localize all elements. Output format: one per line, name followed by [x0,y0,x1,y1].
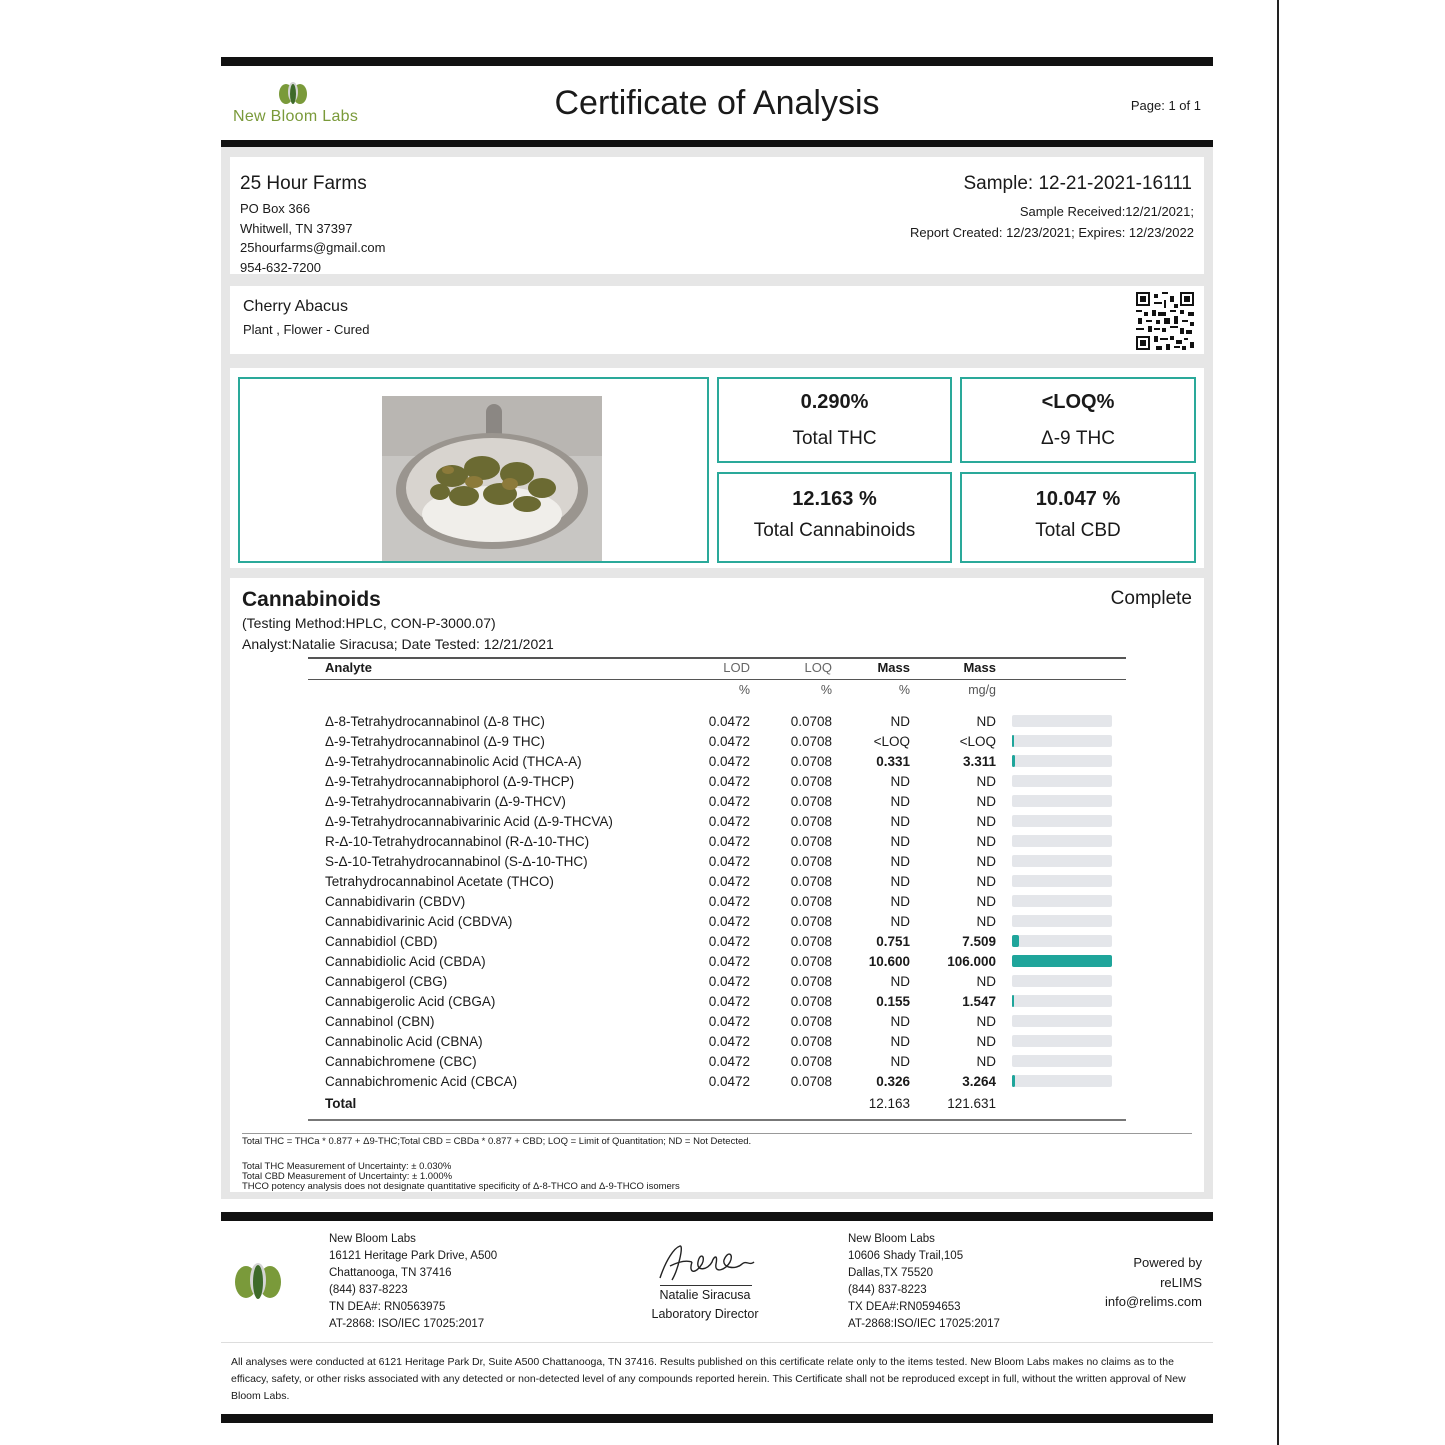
powered-email[interactable]: info@relims.com [1105,1294,1202,1309]
lab2-contact [848,1231,1000,1333]
notes-rule [242,1133,1192,1134]
row-mass-mgg: ND [976,873,996,889]
d9-thc-card [960,377,1196,463]
row-mass-mgg: ND [976,893,996,909]
row-mass-mgg: 7.509 [962,933,996,949]
sample-dates [910,201,1194,243]
page-number: Page: 1 of 1 [1130,98,1201,113]
row-loq: 0.0708 [790,893,832,909]
row-mass-mgg: ND [976,833,996,849]
level-bar [1012,795,1112,807]
top-rule [221,57,1213,66]
row-lod: 0.0472 [708,1033,750,1049]
level-bar [1012,915,1112,927]
row-mass-pct: ND [890,1013,910,1029]
row-mass-mgg: 1.547 [962,993,996,1009]
sample-photo-frame [238,377,709,563]
level-bar [1012,1015,1112,1027]
total-thc-label: Total THC [792,428,877,449]
row-mass-pct: ND [890,793,910,809]
level-bar [1012,995,1112,1007]
thc-uncertainty-note: Total THC Measurement of Uncertainty: ± 0.030% [242,1161,452,1172]
summary-section [230,368,1204,568]
table-row [308,931,1126,951]
table-row [308,731,1126,751]
units-row [308,680,1126,704]
row-mass-mgg: ND [976,1053,996,1069]
row-analyte: Tetrahydrocannabinol Acetate (THCO) [325,873,554,889]
results-table [308,658,1126,1115]
row-lod: 0.0472 [708,893,750,909]
testing-method: (Testing Method:HPLC, CON-P-3000.07) [242,615,496,631]
total-cannabinoids-value: 12.163 % [792,488,877,510]
row-mass-pct: 0.155 [876,993,910,1009]
total-thc-card [717,377,952,463]
d9-thc-label: Δ-9 THC [1041,428,1115,449]
row-mass-mgg: 3.264 [962,1073,996,1089]
row-lod: 0.0472 [708,793,750,809]
row-analyte: Δ-9-Tetrahydrocannabivarin (Δ-9-THCV) [325,793,566,809]
lab2-line: AT-2868:ISO/IEC 17025:2017 [848,1318,1000,1330]
row-analyte: Cannabidivarin (CBDV) [325,893,466,909]
row-analyte: Cannabidivarinic Acid (CBDVA) [325,913,513,929]
row-analyte: Cannabidiol (CBD) [325,933,438,949]
row-loq: 0.0708 [790,713,832,729]
level-bar [1012,875,1112,887]
row-lod: 0.0472 [708,813,750,829]
product-name: Cherry Abacus [243,298,348,315]
row-analyte: Cannabigerolic Acid (CBGA) [325,993,496,1009]
row-lod: 0.0472 [708,1073,750,1089]
col-lod: LOD [723,660,750,675]
row-mass-pct: ND [890,773,910,789]
row-loq: 0.0708 [790,813,832,829]
table-row [308,811,1126,831]
table-row [308,831,1126,851]
row-lod: 0.0472 [708,913,750,929]
level-bar-fill [1012,995,1014,1007]
row-analyte: Δ-9-Tetrahydrocannabiphorol (Δ-9-THCP) [325,773,575,789]
table-bottom-rule [308,1119,1126,1121]
client-name: 25 Hour Farms [240,173,367,194]
row-lod: 0.0472 [708,1013,750,1029]
signer-block [640,1286,770,1324]
row-loq: 0.0708 [790,793,832,809]
product-info [230,286,1204,354]
total-cbd-label: Total CBD [1035,520,1121,541]
row-mass-mgg: ND [976,713,996,729]
cbd-uncertainty-note: Total CBD Measurement of Uncertainty: ± 1.000% [242,1171,453,1182]
row-loq: 0.0708 [790,853,832,869]
sample-id: Sample: 12-21-2021-16111 [963,173,1192,194]
bottom-rule [221,1414,1213,1423]
row-mass-pct: ND [890,873,910,889]
row-mass-mgg: ND [976,1033,996,1049]
powered-by [1105,1253,1202,1312]
row-mass-mgg: ND [976,853,996,869]
lab1-line: AT-2868: ISO/IEC 17025:2017 [329,1318,485,1330]
row-loq: 0.0708 [790,913,832,929]
row-mass-pct: ND [890,813,910,829]
lab2-line: 10606 Shady Trail,105 [848,1250,964,1262]
row-mass-pct: ND [890,913,910,929]
client-info [230,157,1204,274]
row-mass-pct: ND [890,833,910,849]
table-row [308,1011,1126,1031]
row-lod: 0.0472 [708,953,750,969]
lab1-contact [329,1231,497,1333]
qr-code-icon[interactable] [1136,292,1194,350]
total-row [308,1091,1126,1115]
table-row [308,911,1126,931]
level-bar [1012,895,1112,907]
unit-loq: % [820,683,832,697]
row-analyte: Cannabidiolic Acid (CBDA) [325,953,486,969]
row-mass-mgg: ND [976,913,996,929]
signer-title: Laboratory Director [651,1307,759,1321]
row-mass-mgg: <LOQ [959,733,996,749]
table-row [308,851,1126,871]
row-lod: 0.0472 [708,993,750,1009]
row-mass-pct: ND [890,1033,910,1049]
row-analyte: Cannabichromenic Acid (CBCA) [325,1073,518,1089]
row-mass-pct: ND [890,1053,910,1069]
formula-note: Total THC = THCa * 0.877 + Δ9-THC;Total CBD = CBDa * 0.877 + CBD; LOQ = Limit of Quantitation; ND = Not Detected. [242,1136,752,1147]
signature-image [652,1240,762,1288]
total-cbd-value: 10.047 % [1035,488,1121,510]
row-loq: 0.0708 [790,733,832,749]
col-analyte: Analyte [325,660,372,675]
lab2-line: New Bloom Labs [848,1233,935,1245]
row-mass-mgg: ND [976,773,996,789]
row-loq: 0.0708 [790,1033,832,1049]
unit-mass-pct: % [898,683,910,697]
row-lod: 0.0472 [708,873,750,889]
lab1-line: Chattanooga, TN 37416 [329,1267,452,1279]
row-analyte: Cannabichromene (CBC) [325,1053,477,1069]
total-cannabinoids-card [717,472,952,563]
table-row [308,1051,1126,1071]
level-bar [1012,1055,1112,1067]
table-header-row [308,658,1126,680]
section-title: Cannabinoids [242,588,381,611]
row-lod: 0.0472 [708,933,750,949]
row-lod: 0.0472 [708,853,750,869]
lab2-line: (844) 837-8223 [848,1284,927,1296]
powered-vendor: reLIMS [1160,1274,1202,1290]
table-row [308,1071,1126,1091]
header [221,66,1213,140]
row-loq: 0.0708 [790,833,832,849]
row-analyte: Cannabinolic Acid (CBNA) [325,1033,483,1049]
product-type: Plant , Flower - Cured [243,322,370,337]
row-lod: 0.0472 [708,973,750,989]
powered-label: Powered by [1133,1255,1202,1270]
level-bar-fill [1012,1075,1015,1087]
d9-thc-value: <LOQ% [1041,391,1115,413]
row-mass-pct: 10.600 [868,953,910,969]
row-mass-pct: ND [890,973,910,989]
row-mass-pct: <LOQ [873,733,910,749]
document-title: Certificate of Analysis [554,84,880,122]
level-bar [1012,835,1112,847]
row-loq: 0.0708 [790,953,832,969]
total-mass-pct: 12.163 [868,1095,910,1111]
row-mass-pct: 0.331 [876,753,910,769]
table-row [308,711,1126,731]
cannabinoids-section [230,578,1204,1192]
row-mass-mgg: 3.311 [962,753,996,769]
row-analyte: R-Δ-10-Tetrahydrocannabinol (R-Δ-10-THC) [325,833,590,849]
row-loq: 0.0708 [790,993,832,1009]
row-analyte: Cannabigerol (CBG) [325,973,448,989]
total-label: Total [325,1095,357,1111]
table-row [308,991,1126,1011]
level-bar [1012,755,1112,767]
disclaimer-divider [221,1342,1213,1343]
signer-name: Natalie Siracusa [659,1288,751,1302]
table-row [308,771,1126,791]
thco-note: THCO potency analysis does not designate quantitative specificity of Δ-8-THCO and Δ-9-THCO isomers [242,1181,680,1192]
level-bar-fill [1012,735,1014,747]
row-lod: 0.0472 [708,773,750,789]
row-lod: 0.0472 [708,733,750,749]
row-mass-pct: 0.326 [876,1073,910,1089]
lab1-line: TN DEA#: RN0563975 [329,1301,446,1313]
row-analyte: Δ-9-Tetrahydrocannabivarinic Acid (Δ-9-THCVA) [325,813,613,829]
level-bar [1012,975,1112,987]
lab1-line: New Bloom Labs [329,1233,416,1245]
row-loq: 0.0708 [790,973,832,989]
unit-mass-mgg: mg/g [968,683,996,697]
total-thc-value: 0.290% [800,391,869,413]
col-mass-mgg: Mass [963,660,996,675]
row-mass-mgg: ND [976,793,996,809]
total-cannabinoids-label: Total Cannabinoids [753,520,916,541]
table-row [308,951,1126,971]
level-bar [1012,1075,1112,1087]
level-bar [1012,815,1112,827]
level-bar [1012,735,1112,747]
footer-rule [221,1212,1213,1221]
col-mass-pct: Mass [877,660,910,675]
row-loq: 0.0708 [790,1013,832,1029]
lab2-line: Dallas,TX 75520 [848,1267,934,1279]
row-analyte: Δ-9-Tetrahydrocannabinol (Δ-9 THC) [325,733,545,749]
row-mass-pct: 0.751 [876,933,910,949]
row-lod: 0.0472 [708,1053,750,1069]
lab2-line: TX DEA#:RN0594653 [848,1301,961,1313]
row-loq: 0.0708 [790,873,832,889]
table-row [308,971,1126,991]
row-loq: 0.0708 [790,933,832,949]
row-analyte: Δ-8-Tetrahydrocannabinol (Δ-8 THC) [325,713,545,729]
page-edge-line [1277,0,1279,1445]
sample-received: Sample Received:12/21/2021; [1019,204,1194,219]
analyst-info: Analyst:Natalie Siracusa; Date Tested: 12/21/2021 [242,636,554,652]
status-text: Complete [1110,588,1192,609]
address-line: PO Box 366 [240,201,311,216]
table-row [308,791,1126,811]
row-loq: 0.0708 [790,773,832,789]
level-bar [1012,935,1112,947]
lab-logo-text: New Bloom Labs [233,108,359,125]
row-analyte: Δ-9-Tetrahydrocannabinolic Acid (THCA-A) [325,753,582,769]
table-row [308,891,1126,911]
level-bar-fill [1012,935,1019,947]
col-loq: LOQ [804,660,832,675]
client-address [240,199,385,277]
level-bar [1012,1035,1112,1047]
row-lod: 0.0472 [708,753,750,769]
row-mass-pct: ND [890,713,910,729]
level-bar [1012,955,1112,967]
sample-photo [382,396,602,561]
row-loq: 0.0708 [790,1073,832,1089]
level-bar [1012,715,1112,727]
level-bar-fill [1012,955,1112,967]
row-loq: 0.0708 [790,1053,832,1069]
table-row [308,751,1126,771]
row-lod: 0.0472 [708,833,750,849]
lab1-line: (844) 837-8223 [329,1284,408,1296]
row-mass-mgg: ND [976,973,996,989]
total-cbd-card [960,472,1196,563]
level-bar [1012,855,1112,867]
client-email: 25hourfarms@gmail.com [240,240,386,255]
footer-logo-icon [231,1260,285,1302]
row-mass-mgg: ND [976,813,996,829]
lab1-line: 16121 Heritage Park Drive, A500 [329,1250,498,1262]
report-dates: Report Created: 12/23/2021; Expires: 12/23/2022 [909,225,1194,240]
row-loq: 0.0708 [790,753,832,769]
row-lod: 0.0472 [708,713,750,729]
unit-lod: % [738,683,750,697]
row-analyte: S-Δ-10-Tetrahydrocannabinol (S-Δ-10-THC) [325,853,588,869]
disclaimer: All analyses were conducted at 6121 Heritage Park Dr, Suite A500 Chattanooga, TN 37416. Results published on this certificate relate only to the items tested. New Bloom Labs makes no claims as to the efficacy, safety, or other risks associated with any detected or non-detected level of any compounds reported herein. This Certificate shall not be reproduced except in full, without the written approval of New Bloom Labs. [231,1356,1186,1402]
row-analyte: Cannabinol (CBN) [325,1013,435,1029]
row-mass-mgg: ND [976,1013,996,1029]
level-bar-fill [1012,755,1015,767]
client-phone: 954-632-7200 [240,259,321,275]
total-mass-mgg: 121.631 [947,1095,996,1111]
level-bar [1012,775,1112,787]
row-mass-pct: ND [890,893,910,909]
row-mass-mgg: 106.000 [947,953,996,969]
table-row [308,1031,1126,1051]
row-mass-pct: ND [890,853,910,869]
table-row [308,871,1126,891]
address-line: Whitwell, TN 37397 [240,220,353,236]
